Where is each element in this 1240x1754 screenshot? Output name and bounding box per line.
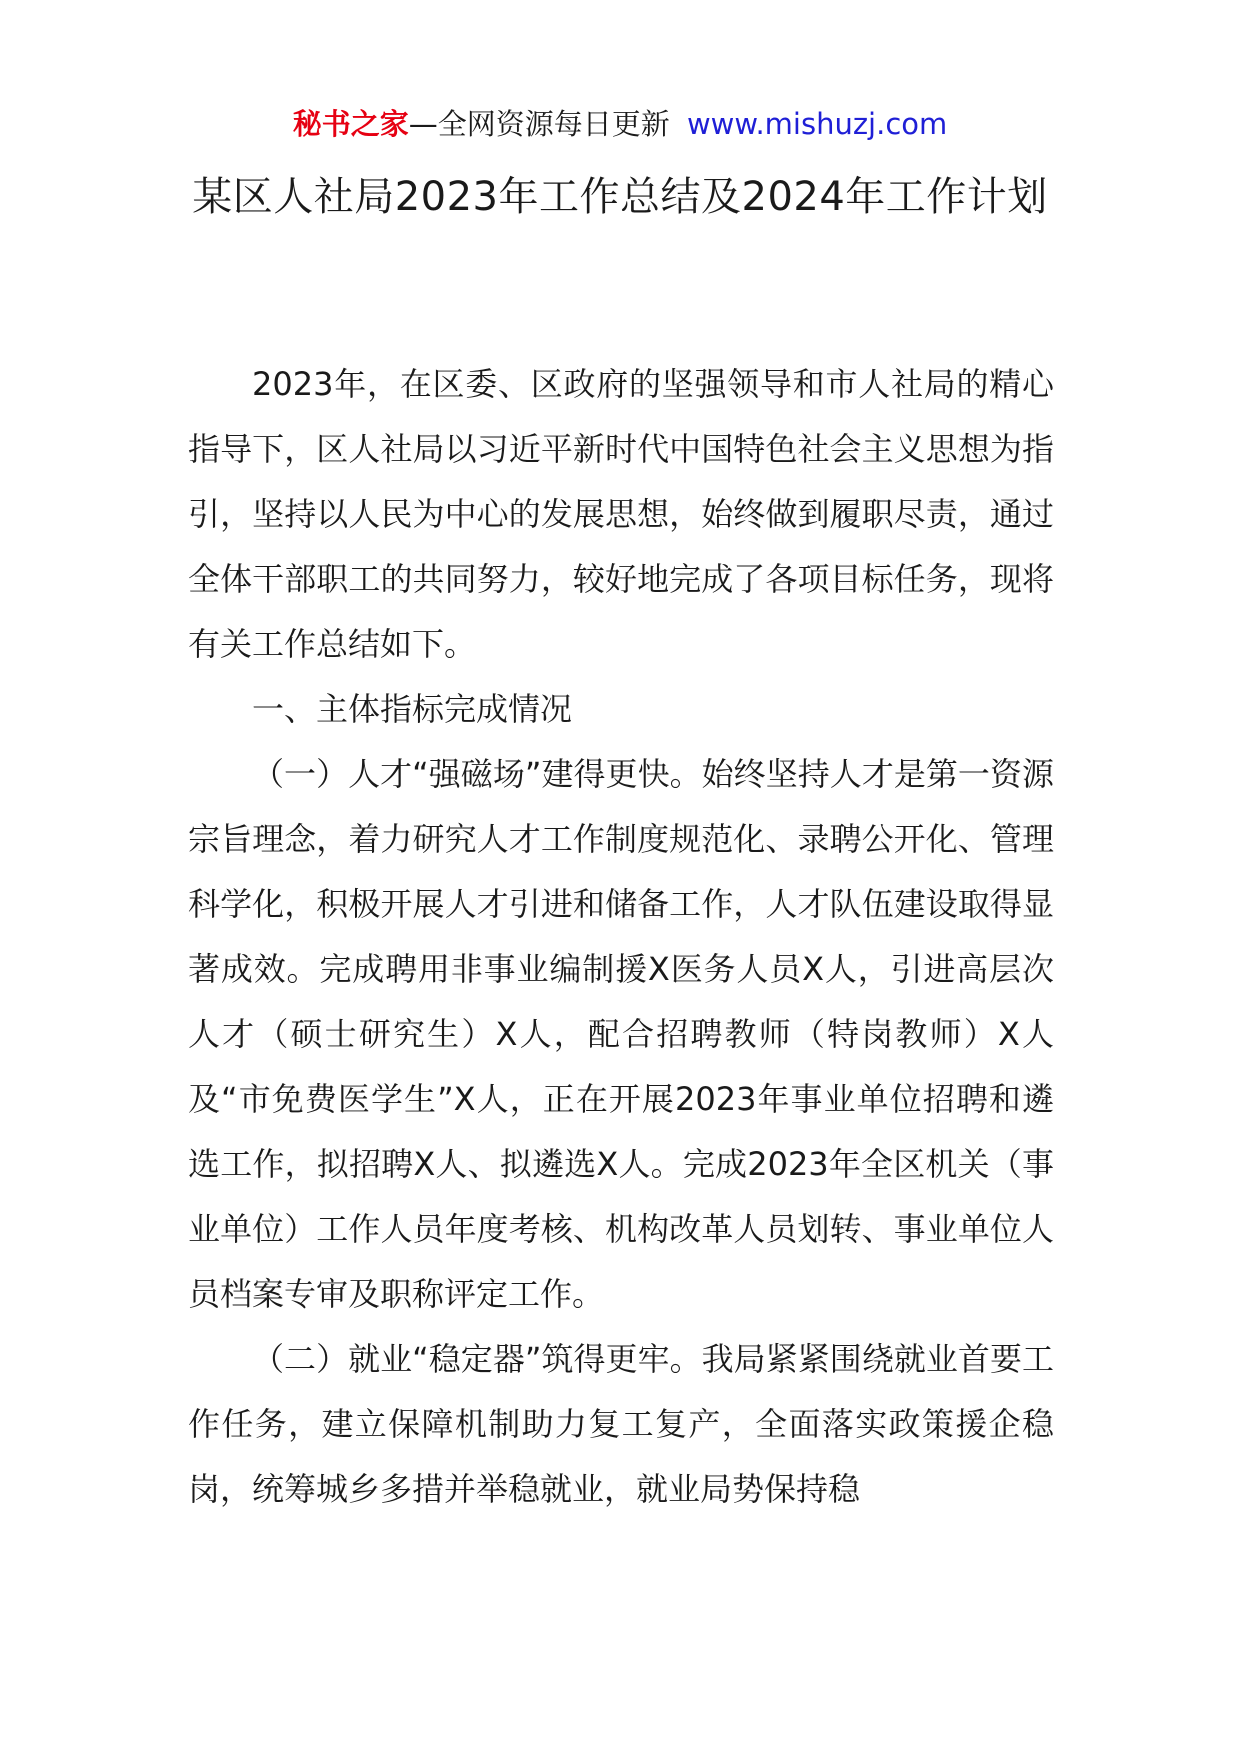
document-body: [188, 352, 1054, 1522]
header-tagline: —全网资源每日更新: [408, 107, 670, 141]
section-heading: 一、主体指标完成情况: [252, 690, 573, 728]
intro-paragraph: 2023年，在区委、区政府的坚强领导和市人社局的精心指导下，区人社局以习近平新时代中国特色社会主义思想为指引，坚持以人民为中心的发展思想，始终做到履职尽责，通过全体干部职工的共同努力，较好地完成了各项目标任务，现将有关工作总结如下。: [188, 365, 1054, 663]
employment-paragraph: （二）就业“稳定器”筑得更牢。我局紧紧围绕就业首要工作任务，建立保障机制助力复工复产，全面落实政策援企稳岗，统筹城乡多措并举稳就业，就业局势保持稳: [188, 1340, 1054, 1508]
site-url-link[interactable]: www.mishuzj.com: [686, 107, 948, 141]
watermark-header: [0, 104, 1240, 144]
document-title: 某区人社局2023年工作总结及2024年工作计划: [192, 174, 1048, 220]
brand-name: 秘书之家: [292, 107, 409, 141]
talent-paragraph: （一）人才“强磁场”建得更快。始终坚持人才是第一资源宗旨理念，着力研究人才工作制度规范化、录聘公开化、管理科学化，积极开展人才引进和储备工作，人才队伍建设取得显著成效。完成聘用非事业编制援X医务人员X人，引进高层次人才（硕士研究生）X人，配合招聘教师（特岗教师）X人及“市免费医学生”X人，正在开展2023年事业单位招聘和遴选工作，拟招聘X人、拟遴选X人。完成2023年全区机关（事业单位）工作人员年度考核、机构改革人员划转、事业单位人员档案专审及职称评定工作。: [188, 755, 1054, 1313]
